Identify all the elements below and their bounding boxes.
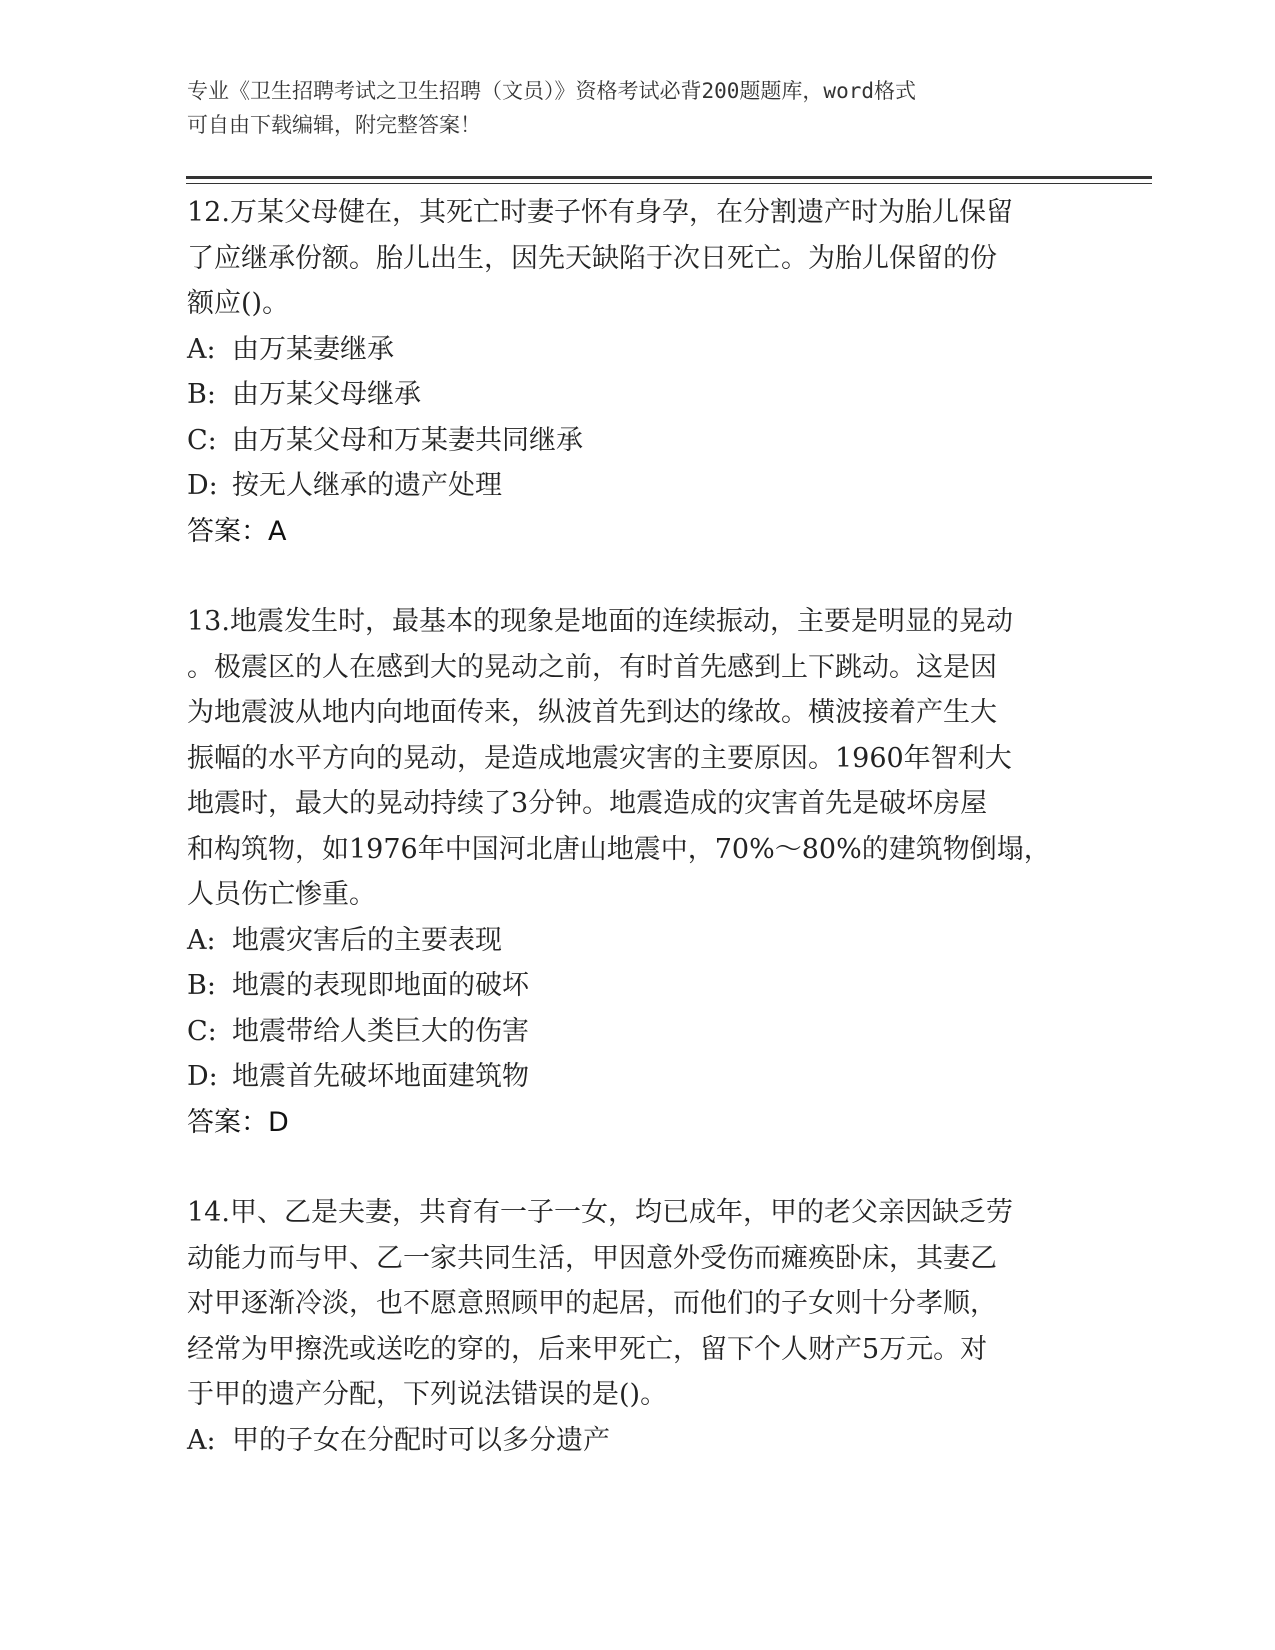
option-text: 按无人继承的遗产处理 [232,470,502,501]
stem-line: 地震时，最大的晃动持续了3分钟。地震造成的灾害首先是破坏房屋 [187,788,988,819]
option-letter: B: [187,379,216,410]
header-line-2: 可自由下载编辑，附完整答案！ [187,113,481,137]
header-divider-thick [186,176,1152,179]
option-letter: A: [187,1424,216,1456]
option-text: 由万某妻继承 [232,333,394,365]
stem-line: 13.地震发生时，最基本的现象是地面的连续振动，主要是明显的晃动 [187,606,1013,637]
option-letter: C: [187,1015,217,1047]
option-c [187,418,1107,464]
stem-line: 12.万某父母健在，其死亡时妻子怀有身孕，在分割遗产时为胎儿保留 [187,197,1013,228]
stem-line: 为地震波从地内向地面传来，纵波首先到达的缘故。横波接着产生大 [187,697,997,728]
question-stem [187,599,1107,918]
stem-line: 振幅的水平方向的晃动，是造成地震灾害的主要原因。1960年智利大 [187,742,1012,774]
question-spacer [187,1145,1107,1190]
option-letter: A: [187,924,216,956]
option-a [187,1418,1107,1464]
header-line-1: 专业《卫生招聘考试之卫生招聘（文员）》资格考试必背200题题库，word格式 [187,79,916,103]
answer-line: 答案：D [187,1106,289,1138]
option-text: 地震带给人类巨大的伤害 [232,1015,529,1047]
option-letter: C: [187,424,217,456]
question-13 [187,599,1107,1145]
option-letter: D: [187,1061,218,1092]
option-text: 由万某父母继承 [232,379,421,410]
header-divider-thin [186,183,1152,184]
stem-line: 。极震区的人在感到大的晃动之前，有时首先感到上下跳动。这是因 [187,651,997,683]
option-d [187,463,1107,509]
option-text: 由万某父母和万某妻共同继承 [232,424,583,456]
option-text: 地震灾害后的主要表现 [232,924,502,956]
option-text: 地震首先破坏地面建筑物 [232,1061,529,1092]
stem-line: 和构筑物，如1976年中国河北唐山地震中，70%～80%的建筑物倒塌， [187,833,1051,865]
option-text: 甲的子女在分配时可以多分遗产 [232,1424,610,1456]
answer-line: 答案：A [187,515,287,547]
option-text: 地震的表现即地面的破坏 [232,970,529,1001]
option-b [187,963,1107,1009]
option-letter: D: [187,470,218,501]
stem-line: 14.甲、乙是夫妻，共育有一子一女，均已成年，甲的老父亲因缺乏劳 [187,1197,1013,1228]
question-14 [187,1190,1107,1463]
stem-line: 额应()。 [187,288,290,319]
option-d [187,1054,1107,1100]
option-letter: A: [187,333,216,365]
option-b [187,372,1107,418]
stem-line: 人员伤亡惨重。 [187,879,376,910]
stem-line: 于甲的遗产分配，下列说法错误的是()。 [187,1379,668,1410]
question-12 [187,190,1107,554]
question-spacer [187,554,1107,599]
option-a [187,327,1107,373]
stem-line: 经常为甲擦洗或送吃的穿的，后来甲死亡，留下个人财产5万元。对 [187,1333,988,1365]
stem-line: 对甲逐渐冷淡，也不愿意照顾甲的起居，而他们的子女则十分孝顺， [187,1288,997,1319]
option-a [187,918,1107,964]
option-c [187,1009,1107,1055]
stem-line: 动能力而与甲、乙一家共同生活，甲因意外受伤而瘫痪卧床，其妻乙 [187,1242,997,1274]
document-header [187,74,1067,142]
question-list [187,190,1107,1463]
question-stem [187,190,1107,327]
option-letter: B: [187,970,216,1001]
stem-line: 了应继承份额。胎儿出生，因先天缺陷于次日死亡。为胎儿保留的份 [187,242,997,274]
question-stem [187,1190,1107,1418]
